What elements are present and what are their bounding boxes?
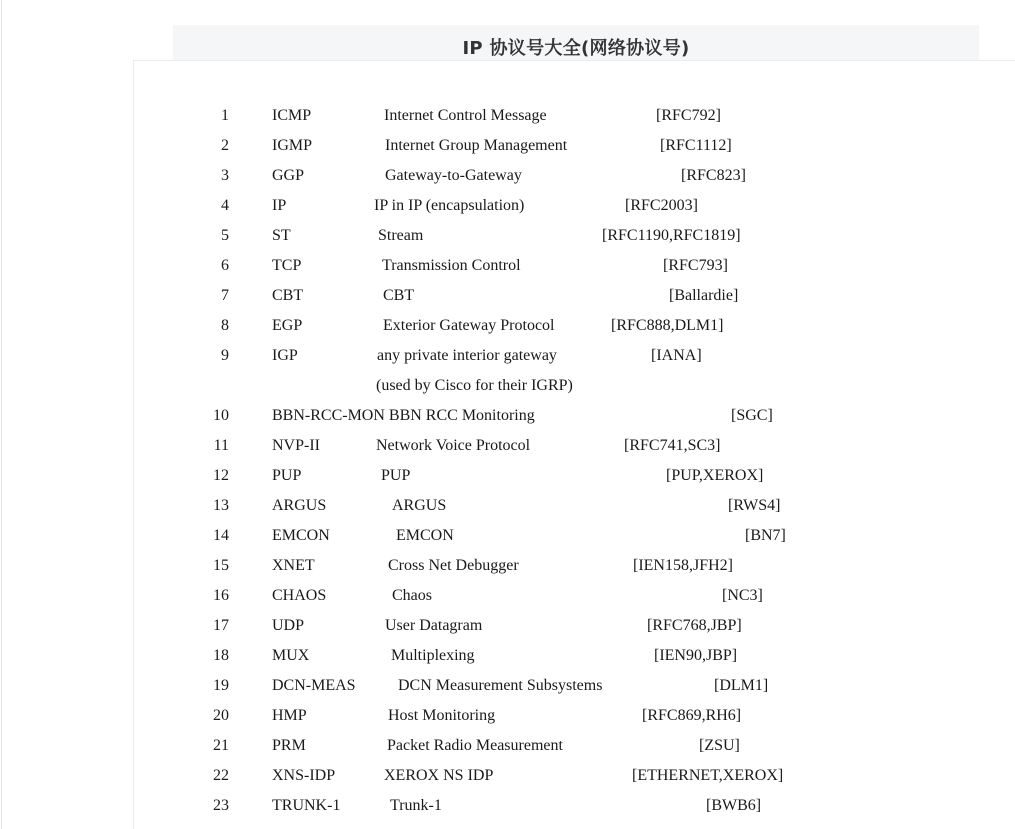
protocol-description: ARGUS xyxy=(392,497,447,514)
protocol-description: Gateway-to-Gateway xyxy=(385,167,522,184)
protocol-number: 19 xyxy=(213,677,229,694)
protocol-reference: [RFC2003] xyxy=(625,197,698,214)
protocol-number: 13 xyxy=(213,497,229,514)
protocol-keyword: ICMP xyxy=(272,107,312,124)
protocol-row xyxy=(134,617,1015,647)
protocol-row xyxy=(134,677,1015,707)
protocol-row xyxy=(134,707,1015,737)
protocol-number: 8 xyxy=(221,317,229,334)
protocol-row xyxy=(134,557,1015,587)
protocol-description: (used by Cisco for their IGRP) xyxy=(376,377,573,394)
protocol-description: Trunk-1 xyxy=(390,797,442,814)
protocol-reference: [SGC] xyxy=(731,407,773,424)
protocol-row xyxy=(134,107,1015,137)
protocol-keyword: XNS-IDP xyxy=(272,767,336,784)
protocol-keyword: TRUNK-1 xyxy=(272,797,341,814)
protocol-row xyxy=(134,527,1015,557)
protocol-keyword: ST xyxy=(272,227,291,244)
protocol-description: IP in IP (encapsulation) xyxy=(374,197,525,214)
protocol-description: PUP xyxy=(381,467,411,484)
protocol-keyword: CBT xyxy=(272,287,304,304)
protocol-description: Exterior Gateway Protocol xyxy=(383,317,555,334)
protocol-reference: [Ballardie] xyxy=(669,287,739,304)
protocol-reference: [RFC768,JBP] xyxy=(647,617,742,634)
protocol-number: 10 xyxy=(213,407,229,424)
protocol-number: 11 xyxy=(213,437,229,454)
protocol-keyword: TCP xyxy=(272,257,302,274)
protocol-reference: [BN7] xyxy=(745,527,786,544)
protocol-keyword: IP xyxy=(272,197,287,214)
protocol-keyword: UDP xyxy=(272,617,305,634)
protocol-row xyxy=(134,167,1015,197)
protocol-description: Cross Net Debugger xyxy=(388,557,519,574)
protocol-row xyxy=(134,797,1015,827)
protocol-row xyxy=(134,467,1015,497)
protocol-keyword: CHAOS xyxy=(272,587,327,604)
protocol-row xyxy=(134,257,1015,287)
protocol-row-continuation xyxy=(134,377,1015,407)
protocol-number: 6 xyxy=(221,257,229,274)
protocol-number: 5 xyxy=(221,227,229,244)
protocol-description: User Datagram xyxy=(385,617,483,634)
protocol-number: 17 xyxy=(213,617,229,634)
protocol-description: Chaos xyxy=(392,587,432,604)
protocol-reference: [RFC823] xyxy=(681,167,746,184)
protocol-description: Internet Group Management xyxy=(385,137,568,154)
page-title: IP 协议号大全(网络协议号) xyxy=(462,38,690,59)
protocol-number: 23 xyxy=(213,797,229,814)
protocol-keyword: NVP-II xyxy=(272,437,320,454)
protocol-number: 15 xyxy=(213,557,229,574)
protocol-reference: [DLM1] xyxy=(714,677,769,694)
protocol-number: 20 xyxy=(213,707,229,724)
protocol-row xyxy=(134,317,1015,347)
protocol-keyword: XNET xyxy=(272,557,315,574)
protocol-keyword: HMP xyxy=(272,707,307,724)
title-bar xyxy=(173,25,979,61)
protocol-number: 3 xyxy=(221,167,229,184)
protocol-number: 18 xyxy=(213,647,229,664)
protocol-number: 7 xyxy=(221,287,229,304)
protocol-reference: [IEN158,JFH2] xyxy=(633,557,733,574)
protocol-reference: [RFC869,RH6] xyxy=(642,707,742,724)
protocol-row xyxy=(134,737,1015,767)
protocol-row xyxy=(134,197,1015,227)
protocol-row xyxy=(134,227,1015,257)
protocol-number: 12 xyxy=(213,467,229,484)
protocol-number: 14 xyxy=(213,527,229,544)
protocol-keyword: EGP xyxy=(272,317,303,334)
protocol-keyword: PUP xyxy=(272,467,302,484)
protocol-description: XEROX NS IDP xyxy=(384,767,494,784)
protocol-reference: [ZSU] xyxy=(699,737,740,754)
protocol-reference: [BWB6] xyxy=(706,797,762,814)
protocol-keyword: GGP xyxy=(272,167,305,184)
protocol-number: 21 xyxy=(213,737,229,754)
protocol-reference: [NC3] xyxy=(722,587,763,604)
protocol-description: Multiplexing xyxy=(391,647,475,664)
protocol-keyword: MUX xyxy=(272,647,310,664)
protocol-keyword: IGP xyxy=(272,347,298,364)
protocol-description: Network Voice Protocol xyxy=(376,437,531,454)
protocol-keyword: EMCON xyxy=(272,527,330,544)
protocol-description: EMCON xyxy=(396,527,454,544)
protocol-reference: [RFC793] xyxy=(663,257,728,274)
protocol-row xyxy=(134,647,1015,677)
protocol-row xyxy=(134,437,1015,467)
protocol-description: Transmission Control xyxy=(382,257,521,274)
protocol-description: Packet Radio Measurement xyxy=(387,737,563,754)
protocol-reference: [PUP,XEROX] xyxy=(666,467,764,484)
protocol-keyword: PRM xyxy=(272,737,306,754)
protocol-reference: [RFC792] xyxy=(656,107,721,124)
protocol-reference: [RFC1112] xyxy=(660,137,732,154)
protocol-row xyxy=(134,287,1015,317)
protocol-number: 9 xyxy=(221,347,229,364)
protocol-reference: [IEN90,JBP] xyxy=(654,647,738,664)
protocol-reference: [RFC741,SC3] xyxy=(624,437,721,454)
protocol-reference: [RFC888,DLM1] xyxy=(611,317,724,334)
protocol-reference: [IANA] xyxy=(651,347,702,364)
protocol-description: Internet Control Message xyxy=(384,107,547,124)
protocol-description: CBT xyxy=(383,287,415,304)
protocol-number: 2 xyxy=(221,137,229,154)
protocol-row xyxy=(134,497,1015,527)
protocol-reference: [RWS4] xyxy=(728,497,781,514)
protocol-description: Host Monitoring xyxy=(388,707,496,724)
protocol-description: DCN Measurement Subsystems xyxy=(398,677,603,694)
document-body xyxy=(133,60,1015,829)
protocol-number: 1 xyxy=(221,107,229,124)
protocol-keyword: BBN-RCC-MON BBN RCC Monitoring xyxy=(272,407,535,424)
protocol-number: 4 xyxy=(221,197,229,214)
protocol-reference: [ETHERNET,XEROX] xyxy=(632,767,784,784)
protocol-number: 22 xyxy=(213,767,229,784)
protocol-keyword: DCN-MEAS xyxy=(272,677,356,694)
page-left-border xyxy=(1,0,2,829)
protocol-row xyxy=(134,407,1015,437)
protocol-row xyxy=(134,347,1015,377)
protocol-keyword: IGMP xyxy=(272,137,313,154)
protocol-row xyxy=(134,587,1015,617)
protocol-reference: [RFC1190,RFC1819] xyxy=(602,227,741,244)
protocol-number: 16 xyxy=(213,587,229,604)
protocol-keyword: ARGUS xyxy=(272,497,327,514)
protocol-row xyxy=(134,767,1015,797)
protocol-description: Stream xyxy=(378,227,424,244)
protocol-row xyxy=(134,137,1015,167)
protocol-description: any private interior gateway xyxy=(377,347,557,364)
